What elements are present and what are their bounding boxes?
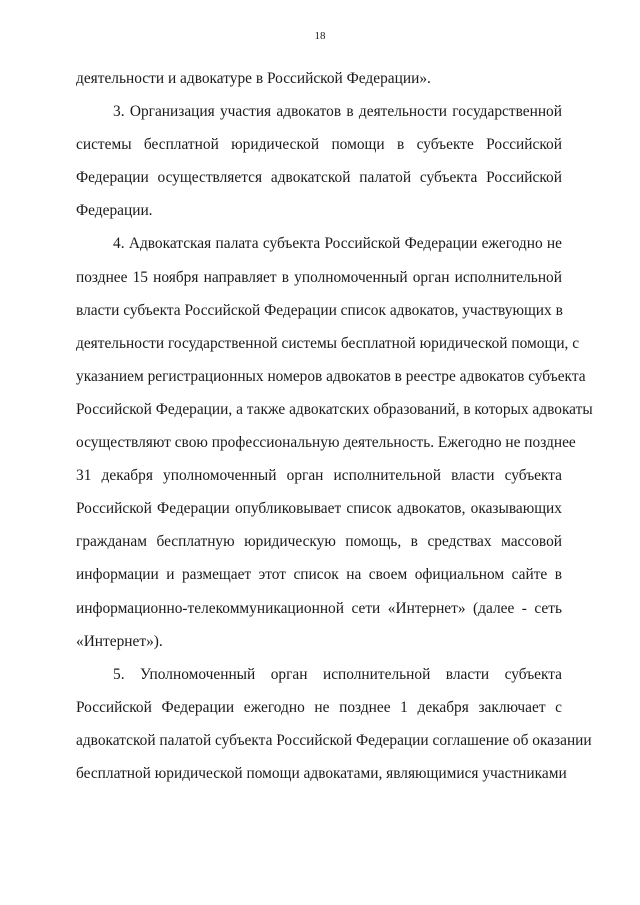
text-line: 3. Организация участия адвокатов в деятельности государственной <box>113 103 562 121</box>
text-line: Российской Федерации, а также адвокатских образований, в которых адвокаты <box>76 400 593 418</box>
paragraph-continuation <box>76 62 562 95</box>
text-line: позднее 15 ноября направляет в уполномоченный орган исполнительной <box>76 268 562 286</box>
text-line: гражданам бесплатную юридическую помощь, в средствах массовой <box>76 533 562 551</box>
paragraph-item-4 <box>76 227 593 657</box>
text-line: Российской Федерации ежегодно не позднее 1 декабря заключает с <box>76 698 562 716</box>
text-line: информации и размещает этот список на своем официальном сайте в <box>76 566 562 584</box>
text-line: 4. Адвокатская палата субъекта Российской Федерации ежегодно не <box>113 235 562 253</box>
paragraph-item-3 <box>76 95 562 227</box>
text-line: бесплатной юридической помощи адвокатами, являющимися участниками <box>76 764 567 782</box>
text-line: информационно-телекоммуникационной сети «Интернет» (далее - сеть <box>76 599 562 617</box>
text-line: Федерации. <box>76 202 153 220</box>
text-line: «Интернет»). <box>76 632 163 650</box>
text-line: власти субъекта Российской Федерации список адвокатов, участвующих в <box>76 301 563 319</box>
text-line: осуществляют свою профессиональную деятельность. Ежегодно не позднее <box>76 434 576 452</box>
document-text <box>76 62 593 790</box>
text-line: Российской Федерации опубликовывает список адвокатов, оказывающих <box>76 500 562 518</box>
page-number: 18 <box>314 30 326 42</box>
text-line: системы бесплатной юридической помощи в субъекте Российской <box>76 136 562 154</box>
text-line: деятельности и адвокатуре в Российской Федерации». <box>76 70 431 87</box>
text-line: Федерации осуществляется адвокатской палатой субъекта Российской <box>76 169 562 187</box>
text-line: деятельности государственной системы бесплатной юридической помощи, с <box>76 334 580 352</box>
text-line: указанием регистрационных номеров адвокатов в реестре адвокатов субъекта <box>76 367 586 385</box>
text-line: 31 декабря уполномоченный орган исполнительной власти субъекта <box>76 467 562 485</box>
paragraph-item-5 <box>76 658 592 790</box>
text-line: 5. Уполномоченный орган исполнительной власти субъекта <box>113 665 562 683</box>
text-line: адвокатской палатой субъекта Российской Федерации соглашение об оказании <box>76 731 592 749</box>
